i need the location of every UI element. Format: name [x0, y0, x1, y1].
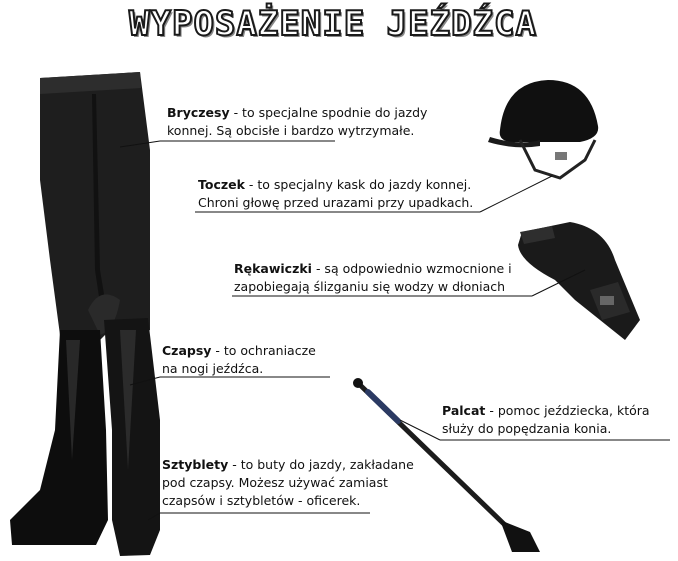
riding-helmet-image: [488, 80, 598, 178]
label-rekawiczki: Rękawiczki - są odpowiednio wzmocnione i zapobiegają ślizganiu się wodzy w dłoniach: [234, 261, 512, 294]
label-bryczesy: Bryczesy - to specjalne spodnie do jazdy konnej. Są obcisłe i bardzo wytrzymałe.: [167, 105, 428, 138]
page-title: WYPOSAŻENIE JEŹDŹCA: [129, 4, 537, 44]
riding-glove-image: [518, 222, 640, 340]
label-palcat: Palcat - pomoc jeździecka, która służy do popędzania konia.: [442, 403, 650, 436]
label-sztyblety: Sztyblety - to buty do jazdy, zakładane pod czapsy. Możesz używać zamiast czapsów i sztybletów - oficerek.: [162, 457, 414, 508]
label-toczek: Toczek - to specjalny kask do jazdy konnej. Chroni głowę przed urazami przy upadkach.: [198, 177, 474, 210]
label-czapsy: Czapsy - to ochraniacze na nogi jeźdźca.: [162, 343, 316, 376]
